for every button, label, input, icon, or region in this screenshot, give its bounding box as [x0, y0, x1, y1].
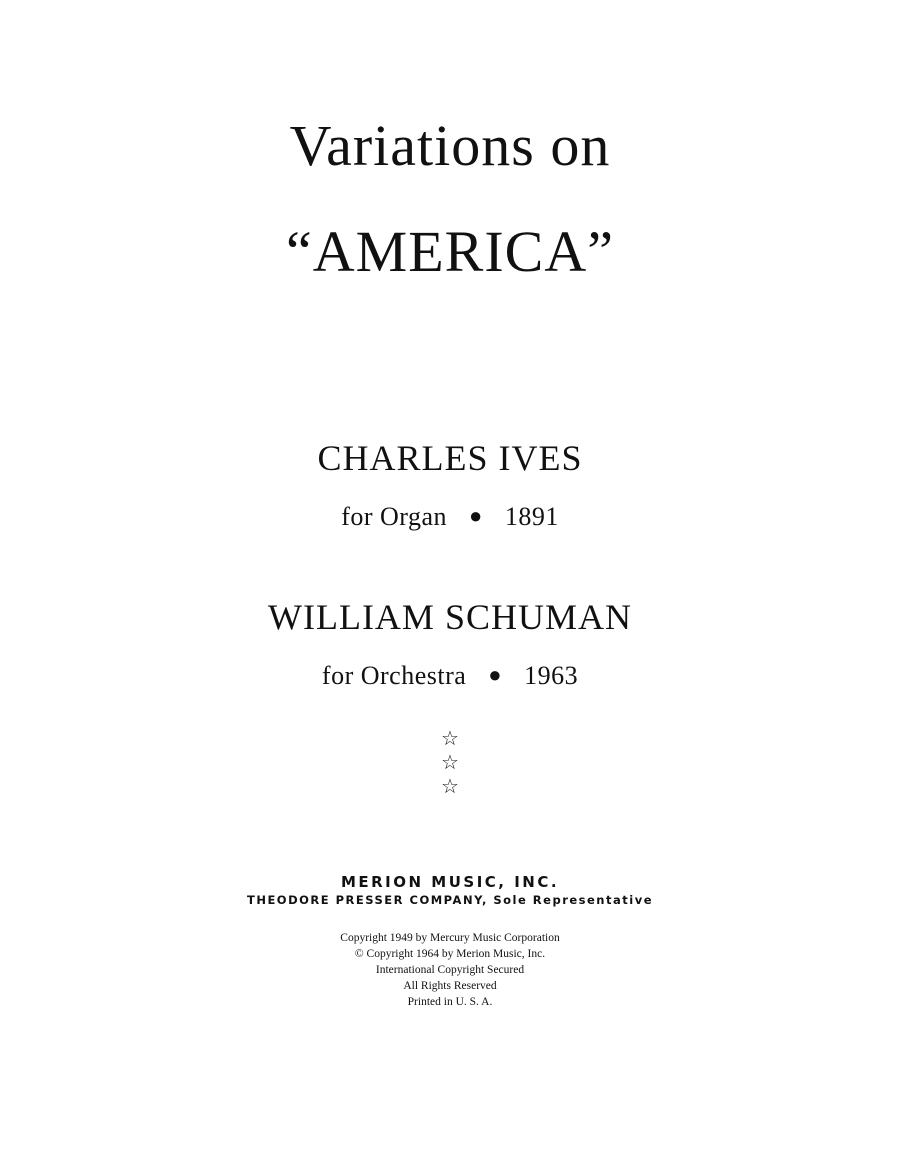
title-line-1: Variations on	[289, 113, 611, 178]
copyright-line: Copyright 1949 by Mercury Music Corporation	[340, 932, 560, 944]
bullet-icon: ●	[488, 662, 503, 687]
composer-ives: CHARLES IVES	[317, 438, 583, 478]
star-icon: ☆	[441, 726, 459, 750]
star-icon: ☆	[441, 774, 459, 798]
title-line-2: “AMERICA”	[286, 219, 614, 284]
copyright-line: Printed in U. S. A.	[407, 996, 493, 1008]
instrument-ives: for Organ	[341, 502, 448, 531]
copyright-line: © Copyright 1964 by Merion Music, Inc.	[354, 948, 546, 960]
instrument-schuman: for Orchestra	[321, 661, 467, 690]
publisher-name: MERION MUSIC, INC.	[340, 873, 560, 891]
publisher-representative: THEODORE PRESSER COMPANY, Sole Representative	[246, 893, 653, 907]
composer-schuman: WILLIAM SCHUMAN	[268, 597, 632, 637]
year-schuman: 1963	[524, 661, 579, 690]
star-icon: ☆	[441, 750, 459, 774]
bullet-icon: ●	[469, 503, 483, 528]
copyright-line: All Rights Reserved	[403, 980, 497, 992]
copyright-line: International Copyright Secured	[375, 964, 525, 976]
work-schuman	[0, 661, 900, 691]
copyright-block	[0, 930, 900, 1010]
work-ives	[0, 502, 900, 532]
year-ives: 1891	[504, 502, 559, 531]
star-ornament	[0, 726, 900, 798]
